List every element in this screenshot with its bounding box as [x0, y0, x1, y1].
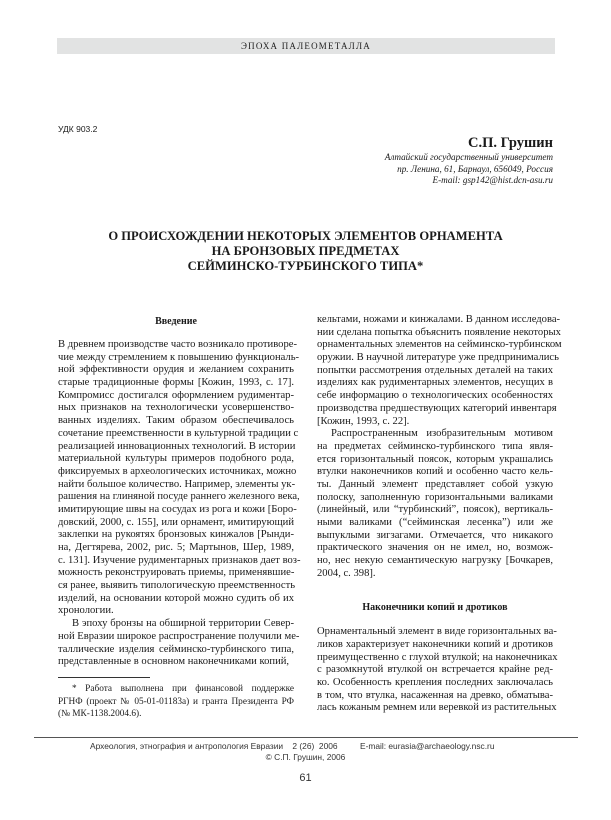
udk-code: УДК 903.2 [58, 124, 98, 134]
text-line: можность реконструировать приемы, применявшие- [58, 567, 295, 579]
text-line: выпуклыми зигзагами. Отмечается, что никакого [317, 529, 553, 541]
text-line: довский, 2000, с. 155], или орнамент, имитирующий [58, 516, 294, 528]
text-line: ется горизонтальный поясок, которым украшались [317, 453, 553, 465]
journal-email[interactable]: E-mail: eurasia@archaeology.nsc.ru [360, 741, 495, 751]
text-line: кельтами, ножами и кинжалами. В данном исследова- [317, 314, 561, 325]
text-line: (№ МК-1138.2004.6). [58, 709, 142, 720]
text-line: рашения на глиняной посуде раннего железного века, [58, 491, 300, 503]
text-line: материальной культуры примеров подобного рода, [58, 453, 294, 465]
text-line: имитирующие швы на сосудах из рога и кожи [Боро- [58, 503, 297, 515]
text-line: на, Дегтярева, 2002, рис. 5; Мартынов, Шер, 1989, [58, 542, 294, 553]
copyright: © С.П. Грушин, 2006 [265, 752, 346, 762]
author-address: пр. Ленина, 61, Барнаул, 656049, Россия [397, 163, 553, 174]
text-line: Распространенным изобразительным мотивом [331, 428, 553, 440]
footnote-text [58, 683, 294, 721]
text-line: Компромисс достигался оформлением рудиментар- [58, 389, 294, 401]
text-line: ты. Данный элемент представляет собой узкую [317, 478, 553, 490]
text-line: найти большое количество. Например, элементы ук- [58, 478, 296, 490]
text-line: [Кожин, 1993, с. 22]. [317, 415, 410, 427]
section-heading-introduction: Введение [155, 316, 197, 327]
text-line: чие между стремлением к повышению функциональ- [58, 351, 300, 363]
paragraph [58, 339, 301, 618]
text-line: реализацией инновационных технологий. В истории [58, 440, 296, 452]
text-line: в том, что втулка, насаженная на древко, обматыва- [317, 689, 553, 701]
text-line: на предметах сейминско-турбинского типа явля- [317, 440, 553, 452]
text-line: лась кожаным ремнем или веревкой из растительных [317, 702, 557, 714]
article-title [0, 229, 611, 274]
section-heading-spearheads: Наконечники копий и дротиков [362, 602, 508, 614]
author-email[interactable]: E-mail: gsp142@hist.dcn-asu.ru [432, 175, 553, 185]
author-name: С.П. Грушин [467, 135, 553, 151]
title-line: НА БРОНЗОВЫХ ПРЕДМЕТАХ [211, 244, 400, 258]
text-line: ной Евразии широкое распространение получили ме- [58, 630, 300, 642]
text-line: производства предшествующих категорий инвентаря [317, 402, 557, 414]
text-line: В древнем производстве часто возникало противоре- [58, 339, 297, 350]
text-line: * Работа выполнена при финансовой поддержке [72, 684, 294, 694]
text-line: ными валиками (“сейминская лесенка”) или же [317, 517, 553, 528]
text-line: Орнаментальный элемент в виде горизонтальных ва- [317, 626, 557, 638]
text-line: представленные в основном наконечниками копий, [58, 656, 290, 668]
paragraph [317, 626, 558, 715]
paragraph [317, 428, 553, 580]
text-line: полоску, заполненную горизонтальными валиками [317, 491, 553, 503]
text-line: ванных изделиях. Таким образом обеспечивалось [58, 415, 294, 427]
right-column [317, 314, 562, 715]
text-line: ся ранее, выявить типологическую преемственность [58, 580, 296, 592]
footer-divider [34, 737, 578, 738]
text-line: нии сделана попытка объяснить появление некоторых [317, 326, 561, 338]
text-line: ной эффективности орудия и желанием сохранить [58, 364, 294, 376]
text-line: орнаментальных элементов на сейминско-турбинском [317, 339, 562, 351]
text-line: старые традиционные формы [Кожин, 1993, с. 17]. [58, 377, 294, 389]
text-line: фиксируемых в археологических источниках, можно [58, 465, 297, 477]
title-line: СЕЙМИНСКО-ТУРБИНСКОГО ТИПА* [187, 259, 424, 273]
text-line: В эпоху бронзы на обширной территории Север- [72, 618, 294, 630]
text-line: попытки рассмотрения отдельных деталей на таких [317, 364, 553, 376]
left-column [58, 316, 301, 669]
text-line: ликов характеризует наконечники копий и дротиков [317, 638, 553, 650]
journal-citation: Археология, этнография и антропология Евразии 2 (26) 2006 [90, 741, 338, 751]
text-line: с разомкнутой втулкой он встречается крайне ред- [317, 664, 553, 676]
text-line: (линейный, или “турбинский”, поясок), вертикаль- [317, 504, 553, 516]
text-line: сочетание преемственности в культурной традиции с [58, 427, 299, 439]
text-line: ко. Особенность крепления последних заключалась [317, 676, 553, 688]
text-line: себе информацию о технологических особенностях [317, 390, 553, 402]
author-block [385, 134, 553, 187]
paragraph [317, 314, 562, 428]
text-line: ных признаков на технологически усовершенство- [58, 402, 294, 414]
text-line: втулки наконечников копий и особенно часто кель- [317, 466, 553, 478]
title-line: О ПРОИСХОЖДЕНИИ НЕКОТОРЫХ ЭЛЕМЕНТОВ ОРНАМЕНТА [108, 229, 503, 243]
text-line: практического значения он не имел, но, возмож- [317, 542, 553, 554]
text-line: таллические изделия сейминско-турбинского типа, [58, 643, 294, 655]
text-line: преимущественно с глухой втулкой; на наконечниках [317, 651, 558, 663]
text-line: но, нес некую семантическую нагрузку [Бочкарев, [317, 555, 553, 567]
text-line: изделиях как рудиментарных элементов, несущих в [317, 377, 553, 389]
footnote [58, 683, 294, 721]
text-line: РГНФ (проект № 05-01-01183а) и гранта Президента РФ [58, 696, 294, 707]
page-number: 61 [299, 772, 312, 784]
text-line: заклепки на рукоятях бронзовых кинжалов [Рынди- [58, 529, 294, 541]
text-line: с. 131]. Изучение рудиментарных признаков дает воз- [58, 554, 301, 566]
text-line: оружии. В научной литературе уже предпринимались [317, 352, 559, 364]
author-affiliation: Алтайский государственный университет [384, 152, 553, 162]
paragraph [58, 618, 300, 669]
text-line: 2004, с. 398]. [317, 567, 376, 579]
footnote-divider [58, 677, 150, 678]
text-line: хронологии. [58, 605, 114, 617]
running-header: ЭПОХА ПАЛЕОМЕТАЛЛА [57, 38, 555, 54]
text-line: изделий, на основании которой можно судить об их [58, 592, 294, 604]
